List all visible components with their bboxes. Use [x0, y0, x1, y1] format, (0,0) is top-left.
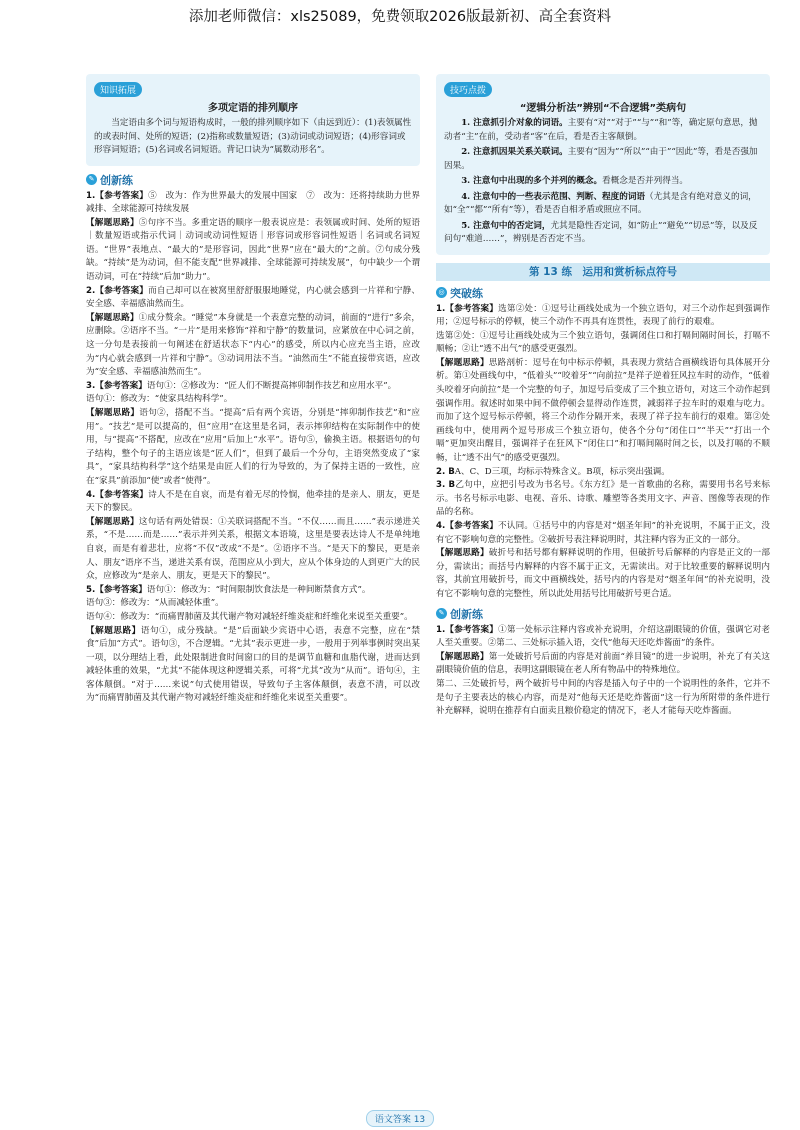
answer-paragraph — [436, 624, 770, 651]
tips-title: “逻辑分析法”辨别“不合逻辑”类病句 — [519, 103, 687, 114]
answer-label: 1.【参考答案】 — [436, 624, 499, 635]
answer-paragraph — [86, 190, 420, 217]
tip-item — [444, 146, 762, 173]
answer-label: 1.【参考答案】 — [436, 303, 499, 314]
answer-label: 3. B — [436, 480, 456, 491]
answer-paragraph — [86, 393, 420, 407]
tip-heading: 3. 注意句中出现的多个并列的概念。 — [461, 176, 603, 186]
answer-text: A、C、D三项，均标示特殊含义。B项，标示突出强调。 — [454, 466, 670, 477]
answer-text: 选第②处：①逗号让画线处成为三个独立语句，强调闭住口和打嗝间隔时间长，打嗝不顺畅；②让“透不出气”的感受更强烈。 — [436, 330, 770, 355]
answer-text: 语句③：修改为：“从而减轻体重”。 — [86, 598, 224, 609]
answer-text: ⑤ 改为：作为世界最大的发展中国家 ⑦ 改为：还将持续助力世界减排、全球能源可持续发展 — [86, 190, 420, 215]
answer-text: 不认同。①括号中的内容是对“烟圣年间”的补充说明，不属于正文，没有它不影响句意的完整性。②破折号表注释说明时，其注释内容为正文的一部分。 — [436, 521, 770, 545]
answer-label: 4.【参考答案】 — [86, 489, 149, 500]
answer-label: 【解题思路】 — [86, 217, 139, 228]
tip-heading: 1. 注意抓引介对象的词语。 — [461, 118, 568, 128]
answer-paragraph — [86, 407, 420, 489]
answer-paragraph — [436, 547, 770, 601]
answer-paragraph — [86, 625, 420, 707]
answer-paragraph — [86, 285, 420, 312]
answer-paragraph — [86, 611, 420, 625]
answer-text: 语句①，成分残缺。“是”后面缺少宾语中心语，表意不完整，应在“禁食”后加“方式”。语句③，不合逻辑。“尤其”表示更进一步，一般用于列举事例时突出某一项，以分理结上看，此处限制进食时间窗口的目的是调节血糖和血脂代谢，进而达到减轻体重的效果，“尤其”不能体现这种逻辑关系，可将“尤其”改为“从而”。语句④，主客体颠倒。“对于……来说”句式使用错误，导致句子主客体颠倒，表意不清，可以改为“而痛胃肺菌及其代谢产物对减轻纤维炎症和纤维化来说至关重要”。 — [86, 625, 420, 704]
answer-label: 【解题思路】 — [86, 516, 139, 527]
tip-item — [444, 191, 762, 218]
tip-item — [444, 175, 762, 189]
answer-label: 【解题思路】 — [86, 408, 140, 418]
tip-text: 看概念是否并列得当。 — [602, 176, 689, 186]
answer-label: 3.【参考答案】 — [86, 380, 147, 391]
answer-paragraph — [436, 303, 770, 330]
pencil-icon: ✎ — [436, 608, 447, 619]
tips-box — [436, 74, 770, 255]
answer-text: 语句④：修改为：“而痛胃肺菌及其代谢产物对减轻纤维炎症和纤维化来说至关重要”。 — [86, 611, 413, 622]
answer-paragraph — [436, 330, 770, 357]
knowledge-tag: 知识拓展 — [94, 82, 142, 97]
answer-text: 破折号和括号都有解释说明的作用，但破折号后解释的内容是正文的一部分，需读出；而括号内解释的内容不属于正文，无需读出。对于比较重要的解释说明内容，其前宜用破折号，而文中画横线处，括号内的内容是对“烟圣年间”的补充说明，没有它不影响句意的完整性，所以此处用括号比用破折号更合适。 — [436, 548, 770, 599]
answer-label: 【解题思路】 — [86, 312, 139, 323]
answer-label: 【解题思路】 — [436, 357, 489, 368]
pencil-icon: ✎ — [86, 174, 97, 185]
tip-item — [444, 117, 762, 144]
section-heading: ✎ 创新练 — [436, 606, 770, 622]
answer-label: 【解题思路】 — [436, 651, 489, 662]
answer-paragraph — [86, 516, 420, 584]
answer-label: 【解题思路】 — [86, 625, 141, 636]
answer-text: 这句话有两处错误：①关联词搭配不当。“不仅……而且……”表示递进关系，“不是……而是……”表示并列关系，根据文本语境，这里是要表达诗人不是单纯地自哀，而是有着悲壮，应将“不仅”改成“不是”。②语序不当。“是天下的黎民，更是亲人、朋友”语序不当，递进关系有误，范围应从小到大，应从个体身边的人到更广大的民众，应修改为“是亲人、朋友，更是天下的黎民”。 — [86, 516, 420, 582]
knowledge-box — [86, 74, 420, 166]
answer-paragraph — [86, 217, 420, 285]
answer-paragraph — [86, 380, 420, 394]
answer-text: 语句①：②修改为：“匠人们不断提高摔卯制作技艺和应用水平”。 — [146, 380, 397, 391]
right-answer-list-2 — [436, 624, 770, 719]
tips-list — [444, 117, 762, 247]
right-column — [436, 74, 770, 719]
answer-paragraph — [436, 479, 770, 520]
answer-label: 2.【参考答案】 — [86, 285, 149, 296]
answer-text: 第一处破折号后面的内容是对前面“养目镜”的进一步说明，补充了有关这副眼镜价值的信息，表明这副眼镜在老人所有物品中的特殊地位。 — [436, 651, 770, 676]
answer-text: 乙句中，应把引号改为书名号。《东方红》是一首歌曲的名称，需要用书名号来标示。书名号标示电影、电视、音乐、诗歌、雕塑等各类用文字、声音、图像等表现的作品的名称。 — [436, 480, 770, 518]
answer-paragraph — [436, 520, 770, 547]
answer-text: 语句①：修改为：“使家具结构科学”。 — [86, 394, 233, 405]
knowledge-text: 当定语由多个词与短语构成时，一般的排列顺序如下（由远到近）：(1)表领属性的或表时间、处所的短语；(2)指称或数量短语；(3)动词或动词短语；(4)形容词或形容词短语；(5)名词或名词短语。背记口诀为“属数动形名”。 — [94, 118, 412, 155]
tip-text: 尤其是隐性否定词，如“防止”“避免”“切忌”等，以及反问句“难道……”，辨别是否否定不当。 — [444, 220, 758, 244]
answer-label: 4.【参考答案】 — [436, 521, 499, 531]
answer-paragraph — [436, 357, 770, 466]
left-column — [86, 74, 420, 706]
tip-item — [444, 220, 762, 247]
answer-paragraph — [436, 651, 770, 678]
chapter-banner: 第 13 练 运用和赏析标点符号 — [436, 263, 770, 281]
answer-paragraph — [86, 489, 420, 516]
top-banner: 添加老师微信：xls25089，免费领取2026版最新初、高全套资料 — [188, 9, 612, 25]
answer-text: 语句②，搭配不当。“提高”后有两个宾语，分别是“摔卯制作技艺”和“应用”。“技艺”是可以提高的，但“应用”在这里是名词，表示摔卯结构在实际制作中的使用，与“提高”不搭配，应改在“应用”后加上“水平”。语句⑤，偷换主语。根据语句的句子结构，整个句子的主语应该是“匠人们”，但到了最后一个分句，主语突然变成了“家具”，“家具结构科学”这个结果是由匠人们的行为导致的，为了保持主语的一致性，应在“家具”前添加“使”或者“使得”。 — [86, 408, 420, 486]
tip-text: 主要有“对”“对于”“与”“和”等，确定原句意思，抛动者“主”在前，受动者“客”在后，看是否主客颠倒。 — [444, 118, 758, 142]
answer-text: 选第②处：①逗号让画线处成为一个独立语句，对三个动作起到强调作用；②逗号标示的停顿，使三个动作不再具有连贯性，表现了前行的艰难。 — [436, 303, 770, 328]
right-answer-list — [436, 303, 770, 602]
section-heading: ◎ 突破练 — [436, 285, 770, 301]
answer-label: 1.【参考答案】 — [86, 190, 149, 201]
tip-heading: 4. 注意句中的一些表示范围、判断、程度的词语 — [461, 191, 646, 202]
answer-paragraph — [436, 678, 770, 719]
answer-paragraph — [86, 597, 420, 611]
answer-text: 思路剖析：逗号在句中标示停顿，具表现力赏结合画横线语句具体展开分析。第①处画线句中，“低着头”“咬着牙”“向前拉”是祥子逆着狂风拉车时的动作，“低着头咬着牙向前拉”是一个完整的句子，加逗号后变成了三个独立语句，对这三个动作起到强调作用。叙述时如果中间不做停顿会显得动作连贯，减弱祥子拉车时的艰难与吃力。而加了这个逗号标示停顿，将三个动作分隔开来，表现了祥子拉车前行的艰难。第②处画线句中，使用两个逗号形成三个独立语句，使各个分句“闭住口”“半天”“打出一个嗝”更加突出醒目，强调祥子在狂风下“闭住口”和打嗝间隔时间之长，以及打嗝的不顺畅，让“透不出气”的感受更强烈。 — [436, 357, 770, 464]
section-heading: ✎ 创新练 — [86, 172, 420, 188]
left-answer-list — [86, 190, 420, 707]
answer-label: 5.【参考答案】 — [86, 584, 147, 595]
answer-paragraph — [436, 466, 770, 480]
page-footer — [0, 1110, 800, 1127]
answer-label: 【解题思路】 — [436, 548, 489, 559]
answer-text: ⑤句序不当。多重定语的顺序一般表说应是：表领属或时间、处所的短语｜数量短语或指示代词｜动词或动词性短语｜形容词或形容词性短语｜名词或名词短语。“世界”表地点、“最大的”是形容词，因此“世界”应在“最大的”之前。⑦句成分残缺。“持续”是为动词，但不能支配“世界减排、全球能源可持续发展”，句中缺少一个谓语动词，可在“持续”后加“助力”。 — [86, 217, 420, 283]
answer-text: 第二、三处破折号，两个破折号中间的内容是插入句子中的一个说明性的条件，它并不是句子主要表达的核心内容，而是对“他每天还是吃炸酱面”这一行为所附带的条件进行补充解释，说明在推荐有白面卖且粮价稳定的情况下，老人才能每天吃炸酱面。 — [436, 678, 770, 717]
tip-heading: 2. 注意抓因果关系关联词。 — [461, 147, 568, 157]
tip-heading: 5. 注意句中的否定词， — [461, 220, 551, 231]
page-number: 语文答案 13 — [366, 1110, 434, 1127]
answer-label: 2. B — [436, 466, 455, 477]
answer-page — [86, 74, 790, 1110]
tips-tag: 技巧点拨 — [444, 82, 492, 97]
target-icon: ◎ — [436, 287, 447, 298]
answer-text: 诗人不是在自哀，而是有着无尽的怜悯，他牵挂的是亲人、朋友，更是天下的黎民。 — [86, 489, 420, 514]
answer-paragraph — [86, 312, 420, 380]
answer-text: 语句①：修改为：“时间限制饮食法是一种间断禁食方式”。 — [146, 584, 371, 595]
answer-paragraph — [86, 584, 420, 598]
tip-text: 主要有“因为”“所以”“由于”“因此”等，看是否强加因果。 — [444, 147, 758, 171]
answer-text: ①第一处标示注释内容或补充说明，介绍这副眼镜的价值，强调它对老人至关重要。②第二、三处标示插入语，交代“他每天还吃炸酱面”的条件。 — [436, 624, 770, 649]
answer-text: ①成分赘余。“睡觉”本身就是一个表意完整的动词，前面的“进行”多余，应删除。②语序不当。“一片”是用来修饰“祥和宁静”的数量词，应紧放在中心词之前，这一分句是表接前一句阐述在舒适状态下“内心”的感受，所以内心应充当主语，应改为“内心就会感到一片祥和宁静”。③动词用法不当。“油然而生”不能直接带宾语，应改为“安全感、幸福感油然而生”。 — [86, 312, 420, 378]
answer-text: 而自己却可以在被窝里舒舒服服地睡觉，内心就会感到一片祥和宁静、安全感、幸福感油然而生。 — [86, 285, 420, 310]
knowledge-title: 多项定语的排列顺序 — [208, 103, 298, 114]
tip-text: （尤其是含有绝对意义的词，如“全”“都”“所有”等），看是否自相矛盾或照应不同。 — [444, 191, 757, 215]
